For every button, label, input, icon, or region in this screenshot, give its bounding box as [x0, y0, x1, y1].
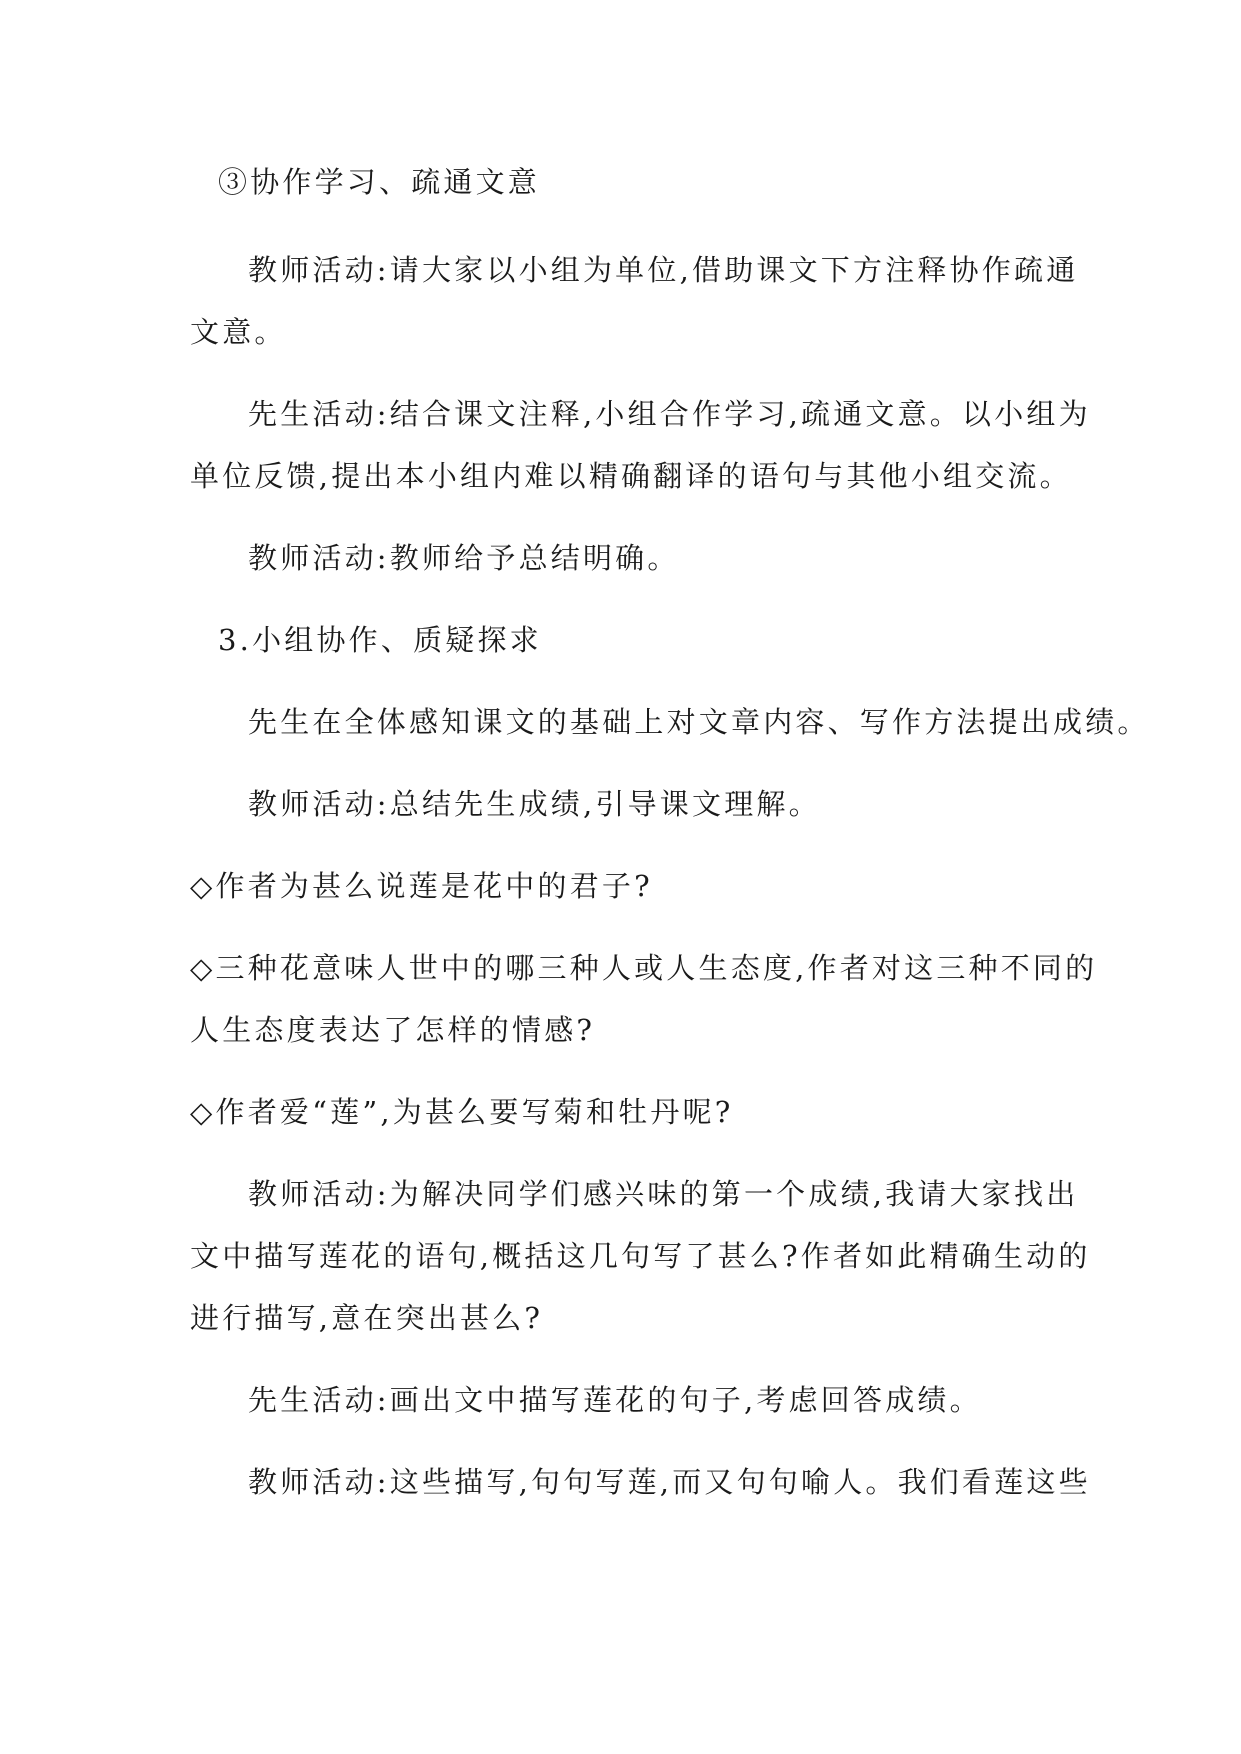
- question-item: ◇三种花意味人世中的哪三种人或人生态度,作者对这三种不同的: [190, 951, 1098, 985]
- question-item: ◇作者爱“莲”,为甚么要写菊和牡丹呢?: [190, 1095, 734, 1129]
- paragraph-line: 教师活动:教师给予总结明确。: [248, 541, 680, 575]
- paragraph-line: 先生活动:结合课文注释,小组合作学习,疏通文意。以小组为: [248, 397, 1091, 431]
- question-item-continuation: 人生态度表达了怎样的情感?: [190, 1013, 596, 1047]
- paragraph-line: 教师活动:请大家以小组为单位,借助课文下方注释协作疏通: [248, 253, 1079, 287]
- paragraph-line: 文中描写莲花的语句,概括这几句写了甚么?作者如此精确生动的: [190, 1239, 1091, 1273]
- question-item: ◇作者为甚么说莲是花中的君子?: [190, 869, 653, 903]
- paragraph-line: 先生在全体感知课文的基础上对文章内容、写作方法提出成绩。: [248, 705, 1150, 739]
- paragraph-line: 教师活动:为解决同学们感兴味的第一个成绩,我请大家找出: [248, 1177, 1079, 1211]
- paragraph-line: 单位反馈,提出本小组内难以精确翻译的语句与其他小组交流。: [190, 459, 1072, 493]
- subsection-heading-collaborative-study: ③协作学习、疏通文意: [218, 165, 541, 199]
- section-heading-group-inquiry: 3.小组协作、质疑探求: [218, 623, 542, 657]
- paragraph-line: 进行描写,意在突出甚么?: [190, 1301, 544, 1335]
- paragraph-line: 文意。: [190, 315, 287, 349]
- paragraph-line: 教师活动:总结先生成绩,引导课文理解。: [248, 787, 821, 821]
- paragraph-line: 先生活动:画出文中描写莲花的句子,考虑回答成绩。: [248, 1383, 982, 1417]
- paragraph-line: 教师活动:这些描写,句句写莲,而又句句喻人。我们看莲这些: [248, 1465, 1091, 1499]
